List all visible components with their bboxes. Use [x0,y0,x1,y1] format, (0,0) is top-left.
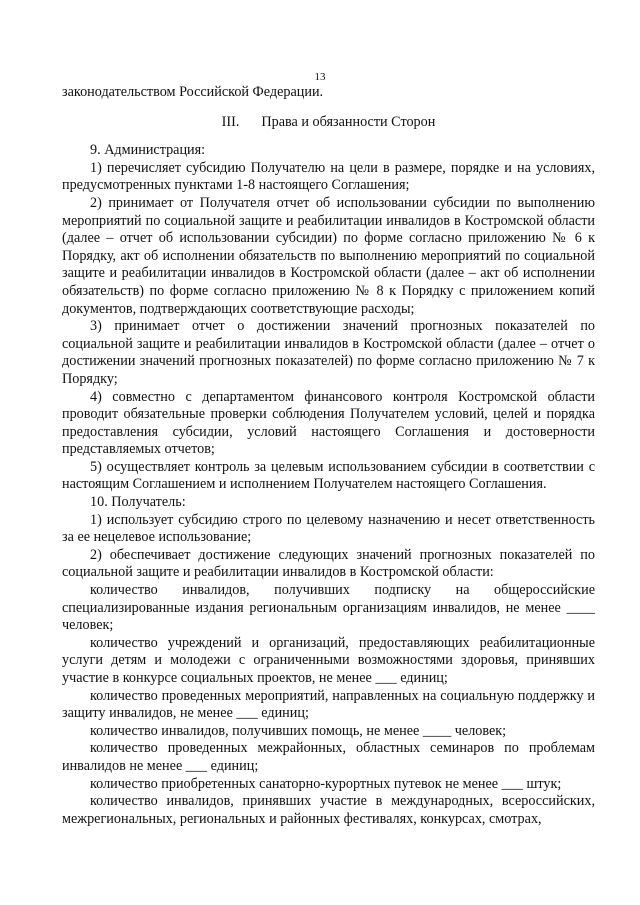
indicator-assisted: количество инвалидов, получивших помощь, не менее ____ человек; [90,722,507,739]
indicator-events: количество проведенных мероприятий, направленных на социальную поддержку и защиту инвалидов, не менее ___ единиц; [62,687,595,722]
paragraph-9-1: 1) перечисляет субсидию Получателю на цели в размере, порядке и на условиях, предусмотренных пунктами 1-8 настоящего Соглашения; [62,159,595,194]
paragraph-9-4: 4) совместно с департаментом финансового контроля Костромской области проводит обязательные проверки соблюдения Получателем условий, целей и порядка предоставления субсидии, условий настоящего Соглашения и достоверности представляемых отчетов; [62,388,595,458]
paragraph-10-1: 1) использует субсидию строго по целевому назначению и несет ответственность за ее нецелевое использование; [62,511,595,546]
paragraph-9-5: 5) осуществляет контроль за целевым использованием субсидии в соответствии с настоящим Соглашением и исполнением Получателем настоящего Соглашения. [62,458,595,493]
indicator-subscriptions: количество инвалидов, получивших подписку на общероссийские специализированные издания региональным организациям инвалидов, не менее ____ человек; [62,582,595,634]
indicator-seminars: количество проведенных межрайонных, областных семинаров по проблемам инвалидов не менее ___ единиц; [62,740,595,774]
indicator-festivals: количество инвалидов, принявших участие в международных, всероссийских, межрегиональных, региональных и районных фестивалях, конкурсах, смотрах, [62,793,595,827]
section-number: III. [221,113,240,130]
paragraph-10: 10. Получатель: [90,494,186,511]
indicator-vouchers: количество приобретенных санаторно-курортных путевок не менее ___ штук; [90,775,562,792]
paragraph-9: 9. Администрация: [90,142,206,159]
paragraph-9-3: 3) принимает отчет о достижении значений прогнозных показателей по социальной защите и реабилитации инвалидов в Костромской области (далее – отчет о достижении значений прогнозных показателей) по форме согласно приложению № 7 к Порядку; [62,318,595,387]
paragraph-10-2: 2) обеспечивает достижение следующих значений прогнозных показателей по социальной защите и реабилитации инвалидов в Костромской области: [62,546,595,581]
page-number: 13 [314,71,326,83]
paragraph-9-2: 2) принимает от Получателя отчет об использовании субсидии по выполнению мероприятий по социальной защите и реабилитации инвалидов в Костромской области (далее – отчет об использовании субсидии) по форме согласно приложению № 6 к Порядку, акт об исполнении обязательств по выполнению мероприятий по социальной защите и реабилитации инвалидов в Костромской области (далее – акт об исполнении обязательств) по форме согласно приложению № 8 к Порядку с приложением копий документов, подтверждающих соответствующие расходы; [62,194,595,317]
document-body [62,84,595,828]
section-heading [62,114,595,132]
section-title: Права и обязанности Сторон [261,113,436,130]
indicator-institutions: количество учреждений и организаций, предоставляющих реабилитационные услуги детям и молодежи с ограниченными возможностями здоровья, принявших участие в конкурсе социальных проектов, не менее ___ единиц; [62,634,595,686]
lead-line: законодательством Российской Федерации. [62,84,324,100]
